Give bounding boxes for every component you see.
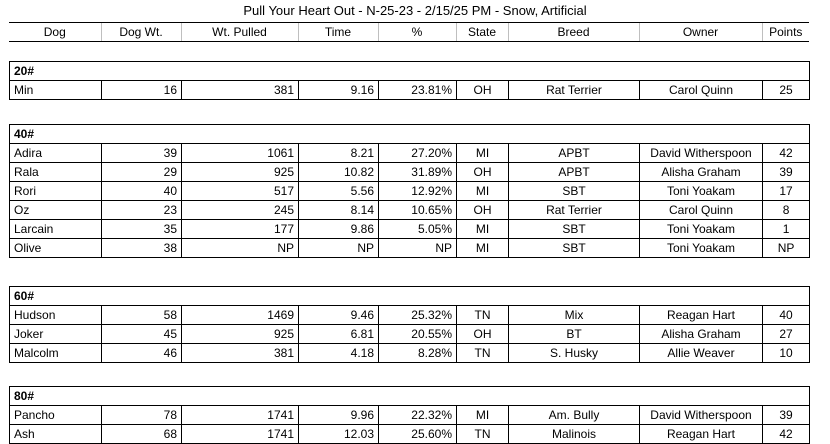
cell-owner[interactable]: Alisha Graham	[640, 325, 763, 344]
col-header-time[interactable]: Time	[298, 23, 378, 42]
cell-percent[interactable]: 8.28%	[379, 344, 457, 363]
cell-state[interactable]: MI	[457, 239, 509, 258]
results-table	[9, 22, 809, 42]
cell-time[interactable]: 10.82	[299, 163, 379, 182]
cell-owner[interactable]: Reagan Hart	[640, 306, 763, 325]
group-label[interactable]: 80#	[10, 387, 810, 406]
cell-time[interactable]: 5.56	[299, 182, 379, 201]
cell-state[interactable]: TN	[457, 344, 509, 363]
cell-percent[interactable]: 22.32%	[379, 406, 457, 425]
cell-wt-pulled[interactable]: 381	[182, 81, 299, 100]
cell-time[interactable]: 4.18	[299, 344, 379, 363]
cell-breed[interactable]: SBT	[509, 182, 640, 201]
table-row	[10, 144, 810, 163]
cell-state[interactable]: MI	[457, 182, 509, 201]
cell-owner[interactable]: Toni Yoakam	[640, 182, 763, 201]
cell-percent[interactable]: 31.89%	[379, 163, 457, 182]
cell-dog-wt[interactable]: 23	[102, 201, 182, 220]
cell-dog[interactable]: Adira	[10, 144, 102, 163]
cell-breed[interactable]: Am. Bully	[509, 406, 640, 425]
group-header-row	[10, 125, 810, 144]
cell-wt-pulled[interactable]: 1469	[182, 306, 299, 325]
col-header-state[interactable]: State	[456, 23, 508, 42]
cell-wt-pulled[interactable]: 1061	[182, 144, 299, 163]
cell-dog-wt[interactable]: 38	[102, 239, 182, 258]
cell-points[interactable]: 25	[763, 81, 810, 100]
cell-breed[interactable]: S. Husky	[509, 344, 640, 363]
cell-state[interactable]: TN	[457, 425, 509, 444]
group-label[interactable]: 40#	[10, 125, 810, 144]
cell-time[interactable]: 9.86	[299, 220, 379, 239]
group-table-0	[9, 61, 810, 100]
cell-points[interactable]: 8	[763, 201, 810, 220]
cell-percent[interactable]: 25.32%	[379, 306, 457, 325]
col-header-percent[interactable]: %	[378, 23, 456, 42]
group-table-1	[9, 124, 810, 258]
cell-points[interactable]: 10	[763, 344, 810, 363]
cell-dog-wt[interactable]: 39	[102, 144, 182, 163]
cell-percent[interactable]: 23.81%	[379, 81, 457, 100]
table-row	[10, 182, 810, 201]
cell-dog[interactable]: Rala	[10, 163, 102, 182]
cell-breed[interactable]: Mix	[509, 306, 640, 325]
cell-owner[interactable]: Toni Yoakam	[640, 220, 763, 239]
cell-percent[interactable]: 27.20%	[379, 144, 457, 163]
table-row	[10, 81, 810, 100]
group-table-2	[9, 286, 810, 363]
cell-dog-wt[interactable]: 40	[102, 182, 182, 201]
cell-time[interactable]: NP	[299, 239, 379, 258]
cell-points[interactable]: NP	[763, 239, 810, 258]
cell-owner[interactable]: Alisha Graham	[640, 163, 763, 182]
table-row	[10, 220, 810, 239]
cell-wt-pulled[interactable]: 925	[182, 325, 299, 344]
cell-points[interactable]: 39	[763, 406, 810, 425]
cell-percent[interactable]: 25.60%	[379, 425, 457, 444]
group-header-row	[10, 287, 810, 306]
cell-points[interactable]: 17	[763, 182, 810, 201]
table-row	[10, 163, 810, 182]
cell-state[interactable]: OH	[457, 325, 509, 344]
col-header-owner[interactable]: Owner	[639, 23, 762, 42]
cell-points[interactable]: 42	[763, 425, 810, 444]
cell-breed[interactable]: Rat Terrier	[509, 201, 640, 220]
cell-percent[interactable]: 10.65%	[379, 201, 457, 220]
cell-points[interactable]: 39	[763, 163, 810, 182]
cell-percent[interactable]: 20.55%	[379, 325, 457, 344]
header-row	[9, 23, 809, 42]
cell-breed[interactable]: Rat Terrier	[509, 81, 640, 100]
col-header-dog[interactable]: Dog	[9, 23, 101, 42]
table-row	[10, 325, 810, 344]
cell-wt-pulled[interactable]: 925	[182, 163, 299, 182]
cell-breed[interactable]: APBT	[509, 163, 640, 182]
col-header-wt-pulled[interactable]: Wt. Pulled	[181, 23, 298, 42]
cell-percent[interactable]: 12.92%	[379, 182, 457, 201]
cell-dog-wt[interactable]: 35	[102, 220, 182, 239]
cell-dog[interactable]: Oz	[10, 201, 102, 220]
cell-dog-wt[interactable]: 58	[102, 306, 182, 325]
cell-owner[interactable]: Allie Weaver	[640, 344, 763, 363]
cell-dog[interactable]: Larcain	[10, 220, 102, 239]
cell-wt-pulled[interactable]: 517	[182, 182, 299, 201]
cell-owner[interactable]: Toni Yoakam	[640, 239, 763, 258]
table-row	[10, 344, 810, 363]
cell-dog[interactable]: Joker	[10, 325, 102, 344]
table-row	[10, 201, 810, 220]
cell-dog[interactable]: Ash	[10, 425, 102, 444]
cell-owner[interactable]: Carol Quinn	[640, 201, 763, 220]
cell-breed[interactable]: BT	[509, 325, 640, 344]
cell-owner[interactable]: David Witherspoon	[640, 406, 763, 425]
cell-dog[interactable]: Pancho	[10, 406, 102, 425]
cell-owner[interactable]: David Witherspoon	[640, 144, 763, 163]
cell-state[interactable]: OH	[457, 81, 509, 100]
cell-dog-wt[interactable]: 78	[102, 406, 182, 425]
cell-owner[interactable]: Carol Quinn	[640, 81, 763, 100]
sheet-title: Pull Your Heart Out - N-25-23 - 2/15/25 PM - Snow, Artificial	[243, 3, 587, 18]
group-label[interactable]: 60#	[10, 287, 810, 306]
cell-wt-pulled[interactable]: 1741	[182, 425, 299, 444]
cell-time[interactable]: 6.81	[299, 325, 379, 344]
cell-wt-pulled[interactable]: 177	[182, 220, 299, 239]
cell-state[interactable]: MI	[457, 406, 509, 425]
col-header-points[interactable]: Points	[762, 23, 809, 42]
cell-dog[interactable]: Hudson	[10, 306, 102, 325]
cell-dog-wt[interactable]: 45	[102, 325, 182, 344]
cell-wt-pulled[interactable]: 245	[182, 201, 299, 220]
cell-percent[interactable]: 5.05%	[379, 220, 457, 239]
cell-dog[interactable]: Min	[10, 81, 102, 100]
cell-dog-wt[interactable]: 46	[102, 344, 182, 363]
cell-state[interactable]: MI	[457, 144, 509, 163]
group-label[interactable]: 20#	[10, 62, 810, 81]
cell-time[interactable]: 9.96	[299, 406, 379, 425]
cell-percent[interactable]: NP	[379, 239, 457, 258]
cell-breed[interactable]: SBT	[509, 220, 640, 239]
group-table-3	[9, 386, 810, 444]
group-header-row	[10, 387, 810, 406]
cell-breed[interactable]: APBT	[509, 144, 640, 163]
cell-owner[interactable]: Reagan Hart	[640, 425, 763, 444]
cell-points[interactable]: 1	[763, 220, 810, 239]
cell-dog-wt[interactable]: 68	[102, 425, 182, 444]
cell-dog[interactable]: Rori	[10, 182, 102, 201]
cell-state[interactable]: TN	[457, 306, 509, 325]
cell-time[interactable]: 12.03	[299, 425, 379, 444]
cell-dog-wt[interactable]: 29	[102, 163, 182, 182]
cell-points[interactable]: 27	[763, 325, 810, 344]
cell-time[interactable]: 8.21	[299, 144, 379, 163]
cell-state[interactable]: OH	[457, 201, 509, 220]
group-header-row	[10, 62, 810, 81]
table-row	[10, 239, 810, 258]
cell-dog[interactable]: Olive	[10, 239, 102, 258]
cell-time[interactable]: 9.16	[299, 81, 379, 100]
table-row	[10, 306, 810, 325]
col-header-dog-wt[interactable]: Dog Wt.	[101, 23, 181, 42]
cell-state[interactable]: OH	[457, 163, 509, 182]
cell-wt-pulled[interactable]: 381	[182, 344, 299, 363]
table-row	[10, 425, 810, 444]
cell-time[interactable]: 9.46	[299, 306, 379, 325]
cell-dog-wt[interactable]: 16	[102, 81, 182, 100]
cell-state[interactable]: MI	[457, 220, 509, 239]
cell-breed[interactable]: SBT	[509, 239, 640, 258]
cell-points[interactable]: 42	[763, 144, 810, 163]
cell-wt-pulled[interactable]: NP	[182, 239, 299, 258]
col-header-breed[interactable]: Breed	[508, 23, 639, 42]
table-row	[10, 406, 810, 425]
cell-time[interactable]: 8.14	[299, 201, 379, 220]
cell-points[interactable]: 40	[763, 306, 810, 325]
cell-breed[interactable]: Malinois	[509, 425, 640, 444]
cell-wt-pulled[interactable]: 1741	[182, 406, 299, 425]
cell-dog[interactable]: Malcolm	[10, 344, 102, 363]
